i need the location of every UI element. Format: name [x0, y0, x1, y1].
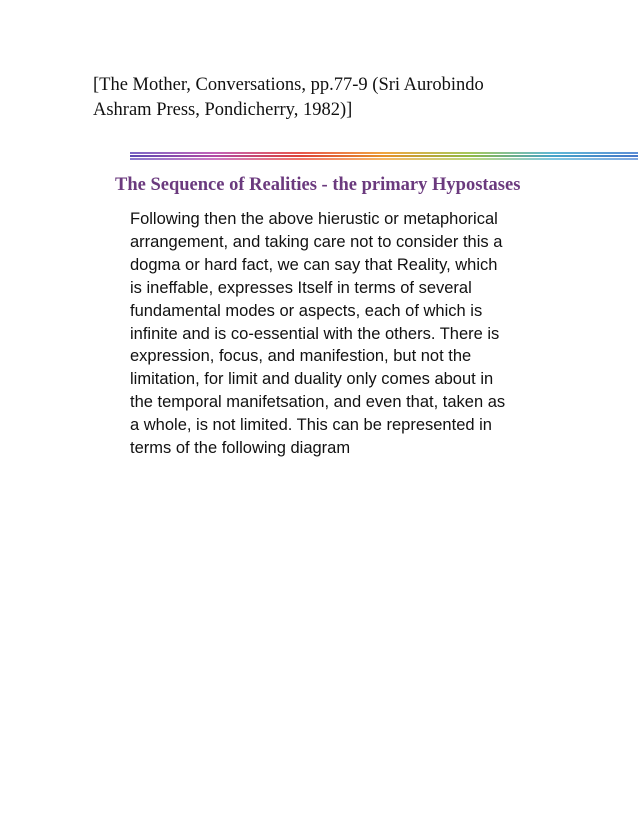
citation-line: Ashram Press, Pondicherry, 1982)] [93, 100, 353, 120]
divider-band [130, 152, 638, 154]
paragraph-line: limitation, for limit and duality only comes about in [130, 370, 494, 389]
paragraph-line: dogma or hard fact, we can say that Reality, which [130, 255, 498, 274]
divider-band [130, 155, 638, 157]
citation [93, 73, 533, 123]
divider-band [130, 158, 638, 160]
paragraph-line: terms of the following diagram [130, 439, 351, 458]
paragraph-line: is ineffable, expresses Itself in terms of several [130, 278, 472, 297]
paragraph-line: infinite and is co-essential with the others. There is [130, 324, 500, 343]
paragraph-line: expression, focus, and manifestion, but not the [130, 347, 472, 366]
paragraph-line: a whole, is not limited. This can be represented in [130, 416, 492, 435]
section-heading: The Sequence of Realities - the primary Hypostases [115, 175, 521, 195]
paragraph-line: fundamental modes or aspects, each of which is [130, 301, 483, 320]
rainbow-divider [130, 152, 638, 160]
paragraph-line: Following then the above hierustic or metaphorical [130, 210, 498, 228]
body-paragraph [130, 208, 540, 460]
citation-line: [The Mother, Conversations, pp.77-9 (Sri Aurobindo [93, 75, 484, 95]
paragraph-line: arrangement, and taking care not to consider this a [130, 232, 503, 251]
paragraph-line: the temporal manifetsation, and even that, taken as [130, 393, 506, 412]
